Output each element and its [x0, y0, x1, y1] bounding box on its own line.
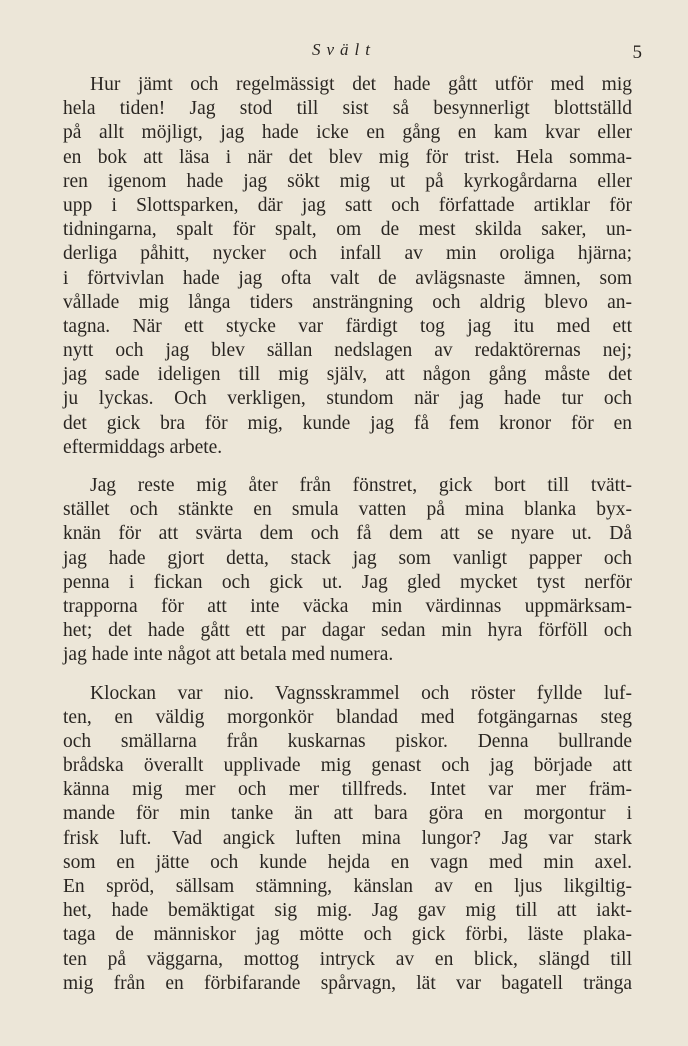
text-line: jag sade ideligen till mig själv, att någon gång måste det	[63, 364, 632, 386]
text-line: ten på väggarna, mottog intryck av en blick, slängd till	[63, 948, 632, 970]
text-line: tidningarna, spalt för spalt, om de mest skilda saker, un-	[63, 219, 632, 241]
text-line: nytt och jag blev sällan nedslagen av redaktörernas nej;	[63, 340, 632, 362]
text-line: det gick bra för mig, kunde jag få fem kronor för en	[63, 412, 632, 434]
paragraph-1	[63, 73, 632, 460]
text-line: trapporna för att inte väcka min värdinnas uppmärksam-	[63, 595, 632, 617]
text-line: jag hade inte något att betala med numera.	[63, 644, 394, 666]
text-line: vållade mig långa tiders ansträngning och aldrig blevo an-	[63, 291, 632, 313]
paragraph-gap	[63, 460, 632, 474]
text-line: stället och stänkte en smula vatten på mina blanka byx-	[63, 499, 632, 521]
text-line: knän för att svärta dem och få dem att se nyare ut. Då	[63, 523, 632, 545]
text-line: som en jätte och kunde hejda en vagn med min axel.	[63, 851, 632, 873]
text-line: ren igenom hade jag sökt mig ut på kyrkogårdarna eller	[63, 170, 632, 192]
running-title: Svält	[312, 40, 376, 59]
text-line: taga de människor jag mötte och gick förbi, läste plaka-	[63, 924, 632, 946]
paragraph-3	[63, 682, 632, 996]
text-line: En spröd, sällsam stämning, känslan av en ljus likgiltig-	[63, 876, 632, 897]
paragraph-2	[63, 474, 632, 668]
text-line: brådska överallt upplivade mig genast och jag började att	[63, 755, 632, 777]
text-line: frisk luft. Vad angick luften mina lungor? Jag var stark	[63, 827, 632, 849]
text-line: ju lyckas. Och verkligen, stundom när jag hade tur och	[63, 388, 632, 410]
text-line: ten, en väldig morgonkör blandad med fotgängarnas steg	[63, 706, 632, 728]
text-line: upp i Slottsparken, där jag satt och författade artiklar för	[63, 194, 632, 216]
body-text	[63, 73, 632, 996]
text-line: jag hade gjort detta, stack jag som vanligt papper och	[63, 547, 632, 569]
text-line: i förtvivlan hade jag ofta valt de avlägsnaste ämnen, som	[63, 267, 632, 289]
text-line: het; det hade gått ett par dagar sedan min hyra förföll och	[63, 620, 632, 642]
text-line: en bok att läsa i när det blev mig för trist. Hela somma-	[63, 146, 632, 168]
text-line: Jag reste mig åter från fönstret, gick bort till tvätt-	[90, 475, 632, 496]
text-line: hela tiden! Jag stod till sist så besynnerligt blottställd	[63, 98, 632, 120]
text-line: het, hade bemäktigat sig mig. Jag gav mig till att iakt-	[63, 900, 632, 922]
text-line: tagna. När ett stycke var färdigt tog jag itu med ett	[63, 315, 632, 337]
text-line: derliga påhitt, nycker och infall av min oroliga hjärna;	[63, 243, 632, 265]
text-line: Klockan var nio. Vagnsskrammel och röster fyllde luf-	[90, 682, 632, 704]
text-line: mande för min tanke än att bara göra en morgontur i	[63, 803, 632, 825]
text-line: eftermiddags arbete.	[63, 436, 223, 458]
paragraph-gap	[63, 668, 632, 682]
page-number: 5	[632, 42, 642, 63]
text-line: känna mig mer och mer tillfreds. Intet var mer främ-	[63, 779, 632, 801]
text-line: och smällarna från kuskarnas piskor. Denna bullrande	[63, 730, 632, 752]
text-line: mig från en förbifarande spårvagn, lät var bagatell tränga	[63, 972, 632, 994]
text-line: på allt möjligt, jag hade icke en gång en kam kvar eller	[63, 122, 632, 144]
text-line: penna i fickan och gick ut. Jag gled mycket tyst nerför	[63, 571, 632, 593]
text-line: Hur jämt och regelmässigt det hade gått utför med mig	[90, 74, 632, 95]
